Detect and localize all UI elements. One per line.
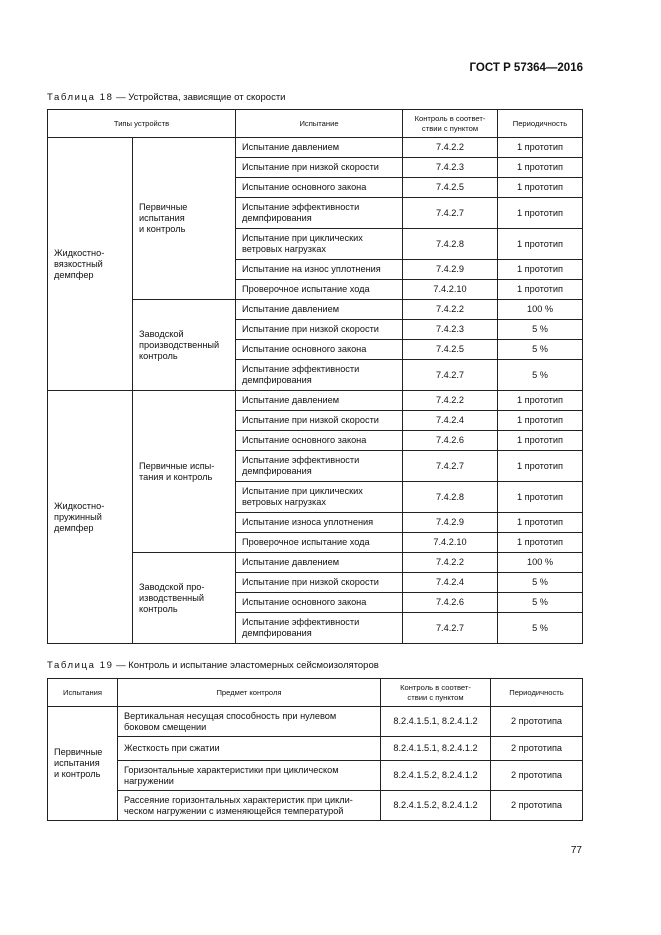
- periodicity-cell: 2 прототипа: [491, 707, 583, 737]
- control-clause-cell: 7.4.2.6: [403, 431, 498, 451]
- periodicity-cell: 5 %: [498, 613, 583, 644]
- periodicity-cell: 1 прототип: [498, 513, 583, 533]
- periodicity-cell: 5 %: [498, 320, 583, 340]
- test-name-cell: Испытание давлением: [236, 138, 403, 158]
- periodicity-cell: 1 прототип: [498, 411, 583, 431]
- control-clause-cell: 8.2.4.1.5.2, 8.2.4.1.2: [381, 761, 491, 791]
- periodicity-cell: 100 %: [498, 553, 583, 573]
- control-clause-cell: 7.4.2.10: [403, 280, 498, 300]
- test-name-cell: Испытание давлением: [236, 391, 403, 411]
- control-clause-cell: 8.2.4.1.5.2, 8.2.4.1.2: [381, 791, 491, 821]
- test-name-cell: Проверочное испытание хода: [236, 533, 403, 553]
- table-row: [48, 707, 583, 737]
- periodicity-cell: 1 прототип: [498, 158, 583, 178]
- control-clause-cell: 7.4.2.6: [403, 593, 498, 613]
- control-clause-cell: 7.4.2.2: [403, 300, 498, 320]
- table-19-caption: [47, 660, 379, 671]
- test-stage-cell: Первичные испытания и контроль: [48, 707, 118, 821]
- control-clause-cell: 8.2.4.1.5.1, 8.2.4.1.2: [381, 707, 491, 737]
- control-clause-cell: 7.4.2.7: [403, 360, 498, 391]
- periodicity-cell: 1 прототип: [498, 533, 583, 553]
- periodicity-cell: 1 прототип: [498, 451, 583, 482]
- table-row: [48, 391, 583, 411]
- test-name-cell: Испытание при циклических ветровых нагрузках: [236, 482, 403, 513]
- subject-cell: Жесткость при сжатии: [118, 737, 381, 761]
- control-clause-cell: 7.4.2.7: [403, 198, 498, 229]
- test-name-cell: Испытание эффективности демпфирования: [236, 451, 403, 482]
- table-row: [48, 737, 583, 761]
- subject-cell: Рассеяние горизонтальных характеристик при цикли- ческом нагружении с изменяющейся температурой: [118, 791, 381, 821]
- control-clause-cell: 7.4.2.10: [403, 533, 498, 553]
- header-tests: Испытания: [48, 679, 118, 707]
- header-device-types: Типы устройств: [48, 110, 236, 138]
- control-clause-cell: 7.4.2.2: [403, 138, 498, 158]
- test-name-cell: Испытание при низкой скорости: [236, 158, 403, 178]
- test-name-cell: Испытание эффективности демпфирования: [236, 360, 403, 391]
- table-18-caption: [47, 92, 286, 103]
- periodicity-cell: 1 прототип: [498, 198, 583, 229]
- periodicity-cell: 1 прототип: [498, 229, 583, 260]
- table-row: [48, 761, 583, 791]
- periodicity-cell: 1 прототип: [498, 260, 583, 280]
- periodicity-cell: 5 %: [498, 340, 583, 360]
- table-18: [47, 109, 583, 644]
- header-periodicity: Периодичность: [491, 679, 583, 707]
- document-code: ГОСТ Р 57364—2016: [469, 62, 583, 74]
- table-19-caption-prefix: Таблица 19: [47, 660, 114, 671]
- control-clause-cell: 8.2.4.1.5.1, 8.2.4.1.2: [381, 737, 491, 761]
- table-row: [48, 138, 583, 158]
- test-name-cell: Испытание при циклических ветровых нагрузках: [236, 229, 403, 260]
- subject-cell: Вертикальная несущая способность при нулевом боковом смещении: [118, 707, 381, 737]
- test-name-cell: Испытание основного закона: [236, 431, 403, 451]
- control-clause-cell: 7.4.2.7: [403, 451, 498, 482]
- test-stage-cell: Первичные испы- тания и контроль: [133, 391, 236, 553]
- test-name-cell: Проверочное испытание хода: [236, 280, 403, 300]
- control-clause-cell: 7.4.2.4: [403, 573, 498, 593]
- test-name-cell: Испытание основного закона: [236, 593, 403, 613]
- periodicity-cell: 2 прототипа: [491, 737, 583, 761]
- control-clause-cell: 7.4.2.9: [403, 513, 498, 533]
- control-clause-cell: 7.4.2.8: [403, 229, 498, 260]
- test-stage-cell: Заводской производственный контроль: [133, 300, 236, 391]
- periodicity-cell: 1 прототип: [498, 431, 583, 451]
- control-clause-cell: 7.4.2.2: [403, 553, 498, 573]
- control-clause-cell: 7.4.2.9: [403, 260, 498, 280]
- periodicity-cell: 1 прототип: [498, 138, 583, 158]
- periodicity-cell: 5 %: [498, 573, 583, 593]
- test-name-cell: Испытание при низкой скорости: [236, 320, 403, 340]
- test-name-cell: Испытание при низкой скорости: [236, 411, 403, 431]
- control-clause-cell: 7.4.2.7: [403, 613, 498, 644]
- control-clause-cell: 7.4.2.8: [403, 482, 498, 513]
- test-name-cell: Испытание основного закона: [236, 178, 403, 198]
- test-stage-cell: Первичные испытания и контроль: [133, 138, 236, 300]
- test-name-cell: Испытание эффективности демпфирования: [236, 198, 403, 229]
- periodicity-cell: 5 %: [498, 360, 583, 391]
- header-control-clause: Контроль в соответ- ствии с пунктом: [381, 679, 491, 707]
- test-name-cell: Испытание давлением: [236, 300, 403, 320]
- subject-cell: Горизонтальные характеристики при циклическом нагружении: [118, 761, 381, 791]
- test-name-cell: Испытание давлением: [236, 553, 403, 573]
- test-name-cell: Испытание основного закона: [236, 340, 403, 360]
- header-test: Испытание: [236, 110, 403, 138]
- table-19-body: [48, 707, 583, 821]
- test-name-cell: Испытание при низкой скорости: [236, 573, 403, 593]
- header-periodicity: Периодичность: [498, 110, 583, 138]
- periodicity-cell: 5 %: [498, 593, 583, 613]
- periodicity-cell: 1 прототип: [498, 280, 583, 300]
- table-row: [48, 791, 583, 821]
- table-19-caption-text: — Контроль и испытание эластомерных сейсмоизоляторов: [113, 660, 379, 671]
- periodicity-cell: 2 прототипа: [491, 761, 583, 791]
- control-clause-cell: 7.4.2.2: [403, 391, 498, 411]
- control-clause-cell: 7.4.2.5: [403, 340, 498, 360]
- device-type-cell: Жидкостно- пружинный демпфер: [48, 391, 133, 644]
- control-clause-cell: 7.4.2.4: [403, 411, 498, 431]
- periodicity-cell: 1 прототип: [498, 391, 583, 411]
- test-name-cell: Испытание эффективности демпфирования: [236, 613, 403, 644]
- periodicity-cell: 1 прототип: [498, 178, 583, 198]
- periodicity-cell: 100 %: [498, 300, 583, 320]
- header-control-clause: Контроль в соответ- ствии с пунктом: [403, 110, 498, 138]
- table-18-body: [48, 138, 583, 644]
- test-stage-cell: Заводской про- изводственный контроль: [133, 553, 236, 644]
- device-type-cell: Жидкостно- вязкостный демпфер: [48, 138, 133, 391]
- table-19: [47, 678, 583, 821]
- control-clause-cell: 7.4.2.3: [403, 158, 498, 178]
- periodicity-cell: 2 прототипа: [491, 791, 583, 821]
- header-subject: Предмет контроля: [118, 679, 381, 707]
- periodicity-cell: 1 прототип: [498, 482, 583, 513]
- control-clause-cell: 7.4.2.5: [403, 178, 498, 198]
- table-18-caption-prefix: Таблица 18: [47, 92, 114, 103]
- page-number: 77: [570, 845, 582, 856]
- test-name-cell: Испытание износа уплотнения: [236, 513, 403, 533]
- test-name-cell: Испытание на износ уплотнения: [236, 260, 403, 280]
- table-18-caption-text: — Устройства, зависящие от скорости: [113, 92, 286, 103]
- control-clause-cell: 7.4.2.3: [403, 320, 498, 340]
